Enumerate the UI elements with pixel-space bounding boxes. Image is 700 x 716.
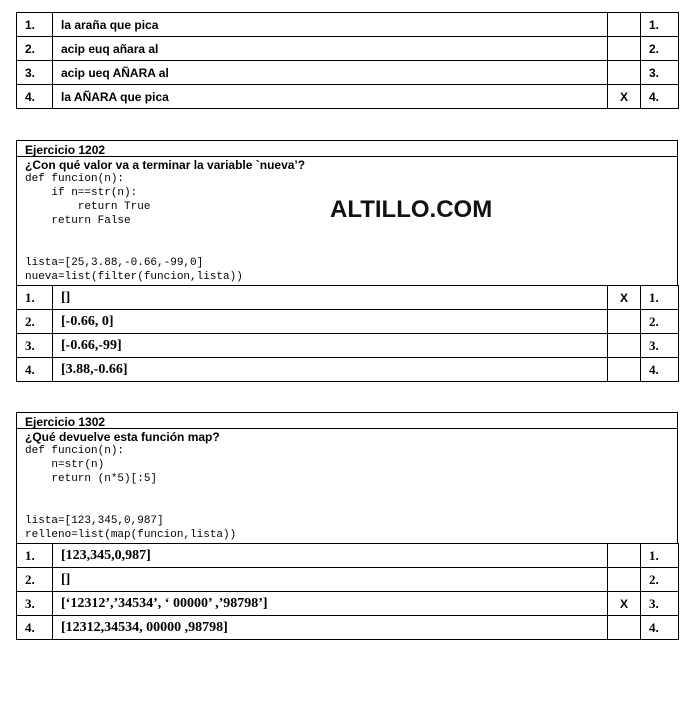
option-text: [-0.66, 0] <box>53 310 608 334</box>
option-row <box>17 616 679 640</box>
option-number: 3. <box>17 61 53 85</box>
exercise-question: ¿Qué devuelve esta función map? <box>25 430 220 444</box>
option-text: [123,345,0,987] <box>53 544 608 568</box>
answer-mark <box>608 568 641 592</box>
option-number: 3. <box>17 592 53 616</box>
option-text: la araña que pica <box>53 13 608 37</box>
exercise-question: ¿Con qué valor va a terminar la variable `nueva’? <box>25 158 306 172</box>
option-row <box>17 13 679 37</box>
code-line: if n==str(n): <box>25 187 138 199</box>
answer-mark <box>608 61 641 85</box>
option-number-right: 1. <box>641 13 679 37</box>
exercise-title: Ejercicio 1202 <box>17 141 677 157</box>
option-number-right: 3. <box>641 61 679 85</box>
answer-mark <box>608 37 641 61</box>
option-row <box>17 358 679 382</box>
exercise-1302 <box>16 412 678 543</box>
option-number-right: 4. <box>641 616 679 640</box>
option-text: la AÑARA que pica <box>53 85 608 109</box>
option-text: [‘12312’,’34534’, ‘ 00000’ ,’98798’] <box>53 592 608 616</box>
watermark-logo: ALTILLO.COM <box>330 196 493 223</box>
options-table-0 <box>16 12 679 109</box>
option-number: 4. <box>17 616 53 640</box>
option-number: 3. <box>17 334 53 358</box>
code-line: lista=[123,345,0,987] <box>25 515 164 527</box>
option-number-right: 2. <box>641 568 679 592</box>
code-line: lista=[25,3.88,-0.66,-99,0] <box>25 257 204 269</box>
option-text: [-0.66,-99] <box>53 334 608 358</box>
option-number-right: 2. <box>641 310 679 334</box>
answer-mark <box>608 544 641 568</box>
code-block <box>17 444 677 542</box>
option-number-right: 4. <box>641 358 679 382</box>
option-row <box>17 37 679 61</box>
option-text: [12312,34534, 00000 ,98798] <box>53 616 608 640</box>
code-line: def funcion(n): <box>25 173 125 185</box>
code-line: def funcion(n): <box>25 445 125 457</box>
option-row <box>17 592 679 616</box>
option-number-right: 4. <box>641 85 679 109</box>
option-number: 1. <box>17 13 53 37</box>
option-number: 2. <box>17 310 53 334</box>
option-number: 4. <box>17 358 53 382</box>
option-row <box>17 334 679 358</box>
option-text: [3.88,-0.66] <box>53 358 608 382</box>
answer-mark: X <box>608 286 641 310</box>
option-text: [] <box>53 286 608 310</box>
answer-mark <box>608 334 641 358</box>
code-line: nueva=list(filter(funcion,lista)) <box>25 271 243 283</box>
option-row <box>17 61 679 85</box>
option-row <box>17 544 679 568</box>
options-table-1202 <box>16 285 679 382</box>
option-number: 2. <box>17 568 53 592</box>
option-text: acip euq añara al <box>53 37 608 61</box>
code-block <box>17 172 677 284</box>
code-line: n=str(n) <box>25 459 105 471</box>
option-number: 1. <box>17 544 53 568</box>
answer-mark <box>608 358 641 382</box>
option-row <box>17 568 679 592</box>
option-text: acip ueq AÑARA al <box>53 61 608 85</box>
option-number-right: 3. <box>641 334 679 358</box>
answer-mark: X <box>608 592 641 616</box>
option-row <box>17 85 679 109</box>
option-row <box>17 286 679 310</box>
code-line: return True <box>25 201 151 213</box>
option-number: 1. <box>17 286 53 310</box>
option-row <box>17 310 679 334</box>
answer-mark: X <box>608 85 641 109</box>
answer-mark <box>608 13 641 37</box>
code-line: relleno=list(map(funcion,lista)) <box>25 529 237 541</box>
code-line: return (n*5)[:5] <box>25 473 158 485</box>
option-number-right: 1. <box>641 286 679 310</box>
option-number: 4. <box>17 85 53 109</box>
answer-mark <box>608 310 641 334</box>
options-table-1302 <box>16 543 679 640</box>
code-line: return False <box>25 215 131 227</box>
answer-mark <box>608 616 641 640</box>
option-number: 2. <box>17 37 53 61</box>
exercise-title: Ejercicio 1302 <box>17 413 677 429</box>
option-number-right: 2. <box>641 37 679 61</box>
option-text: [] <box>53 568 608 592</box>
option-number-right: 3. <box>641 592 679 616</box>
option-number-right: 1. <box>641 544 679 568</box>
